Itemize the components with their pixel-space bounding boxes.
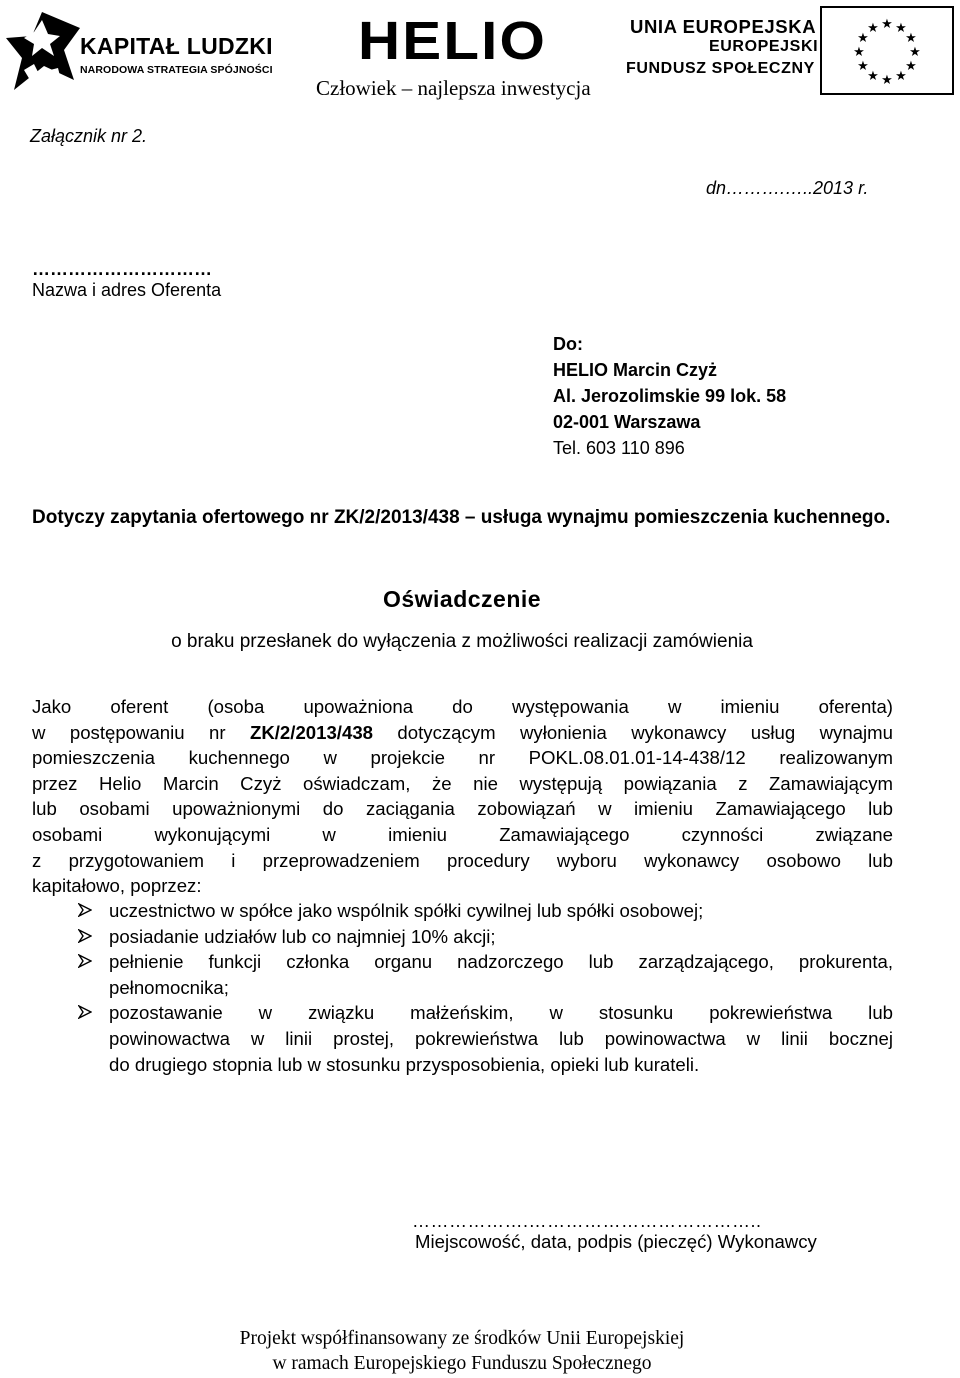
signature-dots: ……………….……………………………….. <box>412 1211 762 1231</box>
svg-text:★: ★ <box>867 69 879 84</box>
paragraph-line: osobami wykonującymi w imieniu Zamawiającego czynności związane <box>32 823 893 845</box>
helio-logo: HELIO <box>358 11 548 71</box>
procedure-number: ZK/2/2013/438 <box>249 721 373 743</box>
arrow-bullet-icon <box>78 954 92 968</box>
list-item-text: uczestnictwo w spółce jako wspólnik spółki cywilnej lub spółki osobowej; <box>109 900 704 921</box>
document-title: Oświadczenie <box>382 586 542 612</box>
kapital-ludzki-emblem-icon <box>4 10 82 94</box>
recipient-name: HELIO Marcin Czyż <box>553 360 718 380</box>
eu-fund-line1: EUROPEJSKI <box>709 38 819 55</box>
regarding-line: Dotyczy zapytania ofertowego nr ZK/2/2013/438 – usługa wynajmu pomieszczenia kuchennego. <box>32 507 891 528</box>
svg-text:★: ★ <box>895 21 907 36</box>
paragraph-text: w postępowaniu nr <box>32 721 250 743</box>
svg-text:★: ★ <box>867 21 879 36</box>
footer <box>0 1326 924 1376</box>
annex-number: Załącznik nr 2. <box>30 126 148 146</box>
arrow-bullet-icon <box>78 903 92 917</box>
recipient-phone: Tel. 603 110 896 <box>553 438 685 458</box>
svg-text:★: ★ <box>857 59 869 74</box>
footer-line: w ramach Europejskiego Funduszu Społecznego <box>272 1353 652 1374</box>
list-item-text: pełnienie funkcji członka organu nadzorczego lub zarządzającego, prokurenta, <box>109 951 893 973</box>
svg-text:★: ★ <box>881 17 893 32</box>
svg-text:★: ★ <box>857 31 869 46</box>
helio-tagline: Człowiek – najlepsza inwestycja <box>316 76 591 100</box>
list-item-text: pełnomocnika; <box>109 976 229 998</box>
eu-name: UNIA EUROPEJSKA <box>630 16 817 37</box>
arrow-bullet-icon <box>78 929 92 943</box>
date-line: dn……….…..2013 r. <box>706 178 869 198</box>
recipient-to: Do: <box>553 334 583 354</box>
recipient-street: Al. Jerozolimskie 99 lok. 58 <box>553 386 787 406</box>
statement-paragraph <box>32 694 893 899</box>
paragraph-line: kapitałowo, poprzez: <box>32 875 202 897</box>
document-subtitle: o braku przesłanek do wyłączenia z możliwości realizacji zamówienia <box>171 631 753 652</box>
paragraph-line: pomieszczenia kuchennego w projekcie nr POKL.08.01.01-14-438/12 realizowanym <box>32 747 893 769</box>
svg-text:★: ★ <box>905 59 917 74</box>
kapital-ludzki-subtitle: NARODOWA STRATEGIA SPÓJNOŚCI <box>80 64 273 76</box>
oferent-dots: ………………………… <box>32 259 212 279</box>
recipient-address <box>553 331 786 461</box>
oferent-label: Nazwa i adres Oferenta <box>32 280 222 300</box>
arrow-bullet-icon <box>78 1005 92 1019</box>
list-item-text: posiadanie udziałów lub co najmniej 10% akcji; <box>109 925 496 947</box>
svg-text:★: ★ <box>853 45 865 60</box>
list-item <box>78 1000 893 1077</box>
eu-fund-line2: FUNDUSZ SPOŁECZNY <box>626 60 815 77</box>
svg-text:★: ★ <box>905 31 917 46</box>
list-item-text: pozostawanie w związku małżeńskim, w stosunku pokrewieństwa lub <box>109 1002 893 1024</box>
list-item-text: do drugiego stopnia lub w stosunku przysposobienia, opieki lub kurateli. <box>109 1053 700 1075</box>
paragraph-line <box>32 720 893 746</box>
kapital-ludzki-name: KAPITAŁ LUDZKI <box>80 33 273 59</box>
list-item <box>78 924 893 950</box>
list-item-text: powinowactwa w linii prostej, pokrewieństwa lub powinowactwa w linii bocznej <box>109 1027 893 1049</box>
paragraph-line: przez Helio Marcin Czyż oświadczam, że nie występują powiązania z Zamawiającym <box>32 772 893 794</box>
list-item <box>78 949 893 1000</box>
paragraph-line: z przygotowaniem i przeprowadzeniem procedury wyboru wykonawcy osobowo lub <box>32 849 893 871</box>
signature-label: Miejscowość, data, podpis (pieczęć) Wykonawcy <box>415 1231 817 1252</box>
paragraph-text: dotyczącym wyłonienia wykonawcy usług wynajmu <box>373 721 893 743</box>
svg-text:★: ★ <box>909 45 921 60</box>
footer-line: Projekt współfinansowany ze środków Unii Europejskiej <box>239 1328 685 1349</box>
paragraph-line: Jako oferent (osoba upoważniona do występowania w imieniu oferenta) <box>32 696 893 717</box>
svg-text:★: ★ <box>881 73 893 88</box>
eu-stars-icon <box>820 6 954 95</box>
eu-flag <box>820 6 954 95</box>
list-item <box>78 898 893 924</box>
svg-text:★: ★ <box>895 69 907 84</box>
recipient-city: 02-001 Warszawa <box>553 412 701 432</box>
bullet-list <box>78 898 893 1077</box>
paragraph-line: lub osobami upoważnionymi do zaciągania zobowiązań w imieniu Zamawiającego lub <box>32 798 893 820</box>
